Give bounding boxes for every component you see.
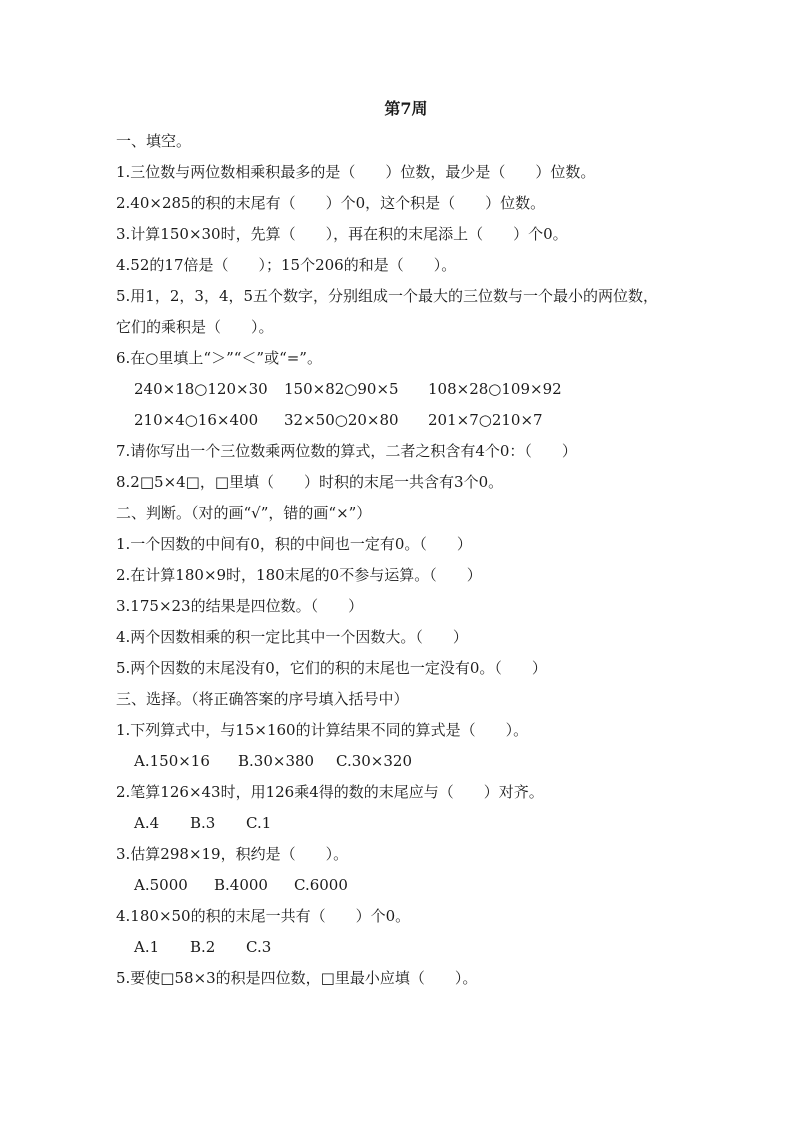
question-1-3: 3.计算150×30时，先算（ ），再在积的末尾添上（ ）个0。 — [116, 225, 568, 243]
option-b: B.30×380 — [238, 752, 315, 770]
question-3-1: 1.下列算式中，与15×160的计算结果不同的算式是（ ）。 — [116, 721, 529, 739]
question-3-3: 3.估算298×19，积约是（ ）。 — [116, 845, 349, 863]
options-3-4 — [116, 932, 696, 963]
question-3-5: 5.要使□58×3的积是四位数，□里最小应填（ ）。 — [116, 969, 478, 987]
option-a: A.4 — [134, 814, 160, 832]
option-b: B.3 — [190, 814, 216, 832]
comparison-item: 240×18○120×30 — [134, 380, 268, 398]
comparison-row-1 — [116, 374, 696, 405]
option-a: A.5000 — [134, 876, 188, 894]
question-2-1: 1.一个因数的中间有0，积的中间也一定有0。（ ） — [116, 535, 472, 553]
option-c: C.30×320 — [336, 752, 412, 770]
question-1-5-line-1: 5.用1，2，3，4，5五个数字，分别组成一个最大的三位数与一个最小的两位数， — [116, 287, 659, 305]
section-1-heading: 一、填空。 — [116, 132, 192, 150]
comparison-item: 108×28○109×92 — [428, 380, 562, 398]
question-1-6: 6.在○里填上“＞”“＜”或“=”。 — [116, 349, 322, 367]
question-3-4: 4.180×50的积的末尾一共有（ ）个0。 — [116, 907, 411, 925]
question-3-2: 2.笔算126×43时，用126乘4得的数的末尾应与（ ）对齐。 — [116, 783, 544, 801]
comparison-item: 150×82○90×5 — [284, 380, 399, 398]
question-2-3: 3.175×23的结果是四位数。（ ） — [116, 597, 364, 615]
comparison-item: 210×4○16×400 — [134, 411, 259, 429]
section-3-heading: 三、选择。（将正确答案的序号填入括号中） — [116, 690, 409, 708]
question-1-1: 1.三位数与两位数相乘积最多的是（ ）位数，最少是（ ）位数。 — [116, 163, 596, 181]
page-title: 第7周 — [384, 99, 428, 118]
option-c: C.3 — [246, 938, 272, 956]
option-c: C.6000 — [294, 876, 348, 894]
section-2-heading: 二、判断。（对的画“√”，错的画“×”） — [116, 504, 372, 522]
question-1-2: 2.40×285的积的末尾有（ ）个0，这个积是（ ）位数。 — [116, 194, 546, 212]
option-b: B.4000 — [214, 876, 268, 894]
question-1-4: 4.52的17倍是（ ）；15个206的和是（ ）。 — [116, 256, 457, 274]
question-1-8: 8.2□5×4□，□里填（ ）时积的末尾一共含有3个0。 — [116, 473, 504, 491]
comparison-item: 201×7○210×7 — [428, 411, 543, 429]
question-1-5-line-2: 它们的乘积是（ ）。 — [116, 318, 274, 336]
option-b: B.2 — [190, 938, 216, 956]
option-c: C.1 — [246, 814, 272, 832]
question-2-2: 2.在计算180×9时，180末尾的0不参与运算。（ ） — [116, 566, 482, 584]
comparison-item: 32×50○20×80 — [284, 411, 399, 429]
options-3-1 — [116, 746, 696, 777]
question-2-4: 4.两个因数相乘的积一定比其中一个因数大。（ ） — [116, 628, 468, 646]
worksheet — [116, 94, 696, 994]
question-1-7: 7.请你写出一个三位数乘两位数的算式，二者之积含有4个0：（ ） — [116, 442, 577, 460]
option-a: A.150×16 — [134, 752, 210, 770]
comparison-row-2 — [116, 405, 696, 436]
options-3-3 — [116, 870, 696, 901]
question-2-5: 5.两个因数的末尾没有0，它们的积的末尾也一定没有0。（ ） — [116, 659, 547, 677]
options-3-2 — [116, 808, 696, 839]
option-a: A.1 — [134, 938, 160, 956]
